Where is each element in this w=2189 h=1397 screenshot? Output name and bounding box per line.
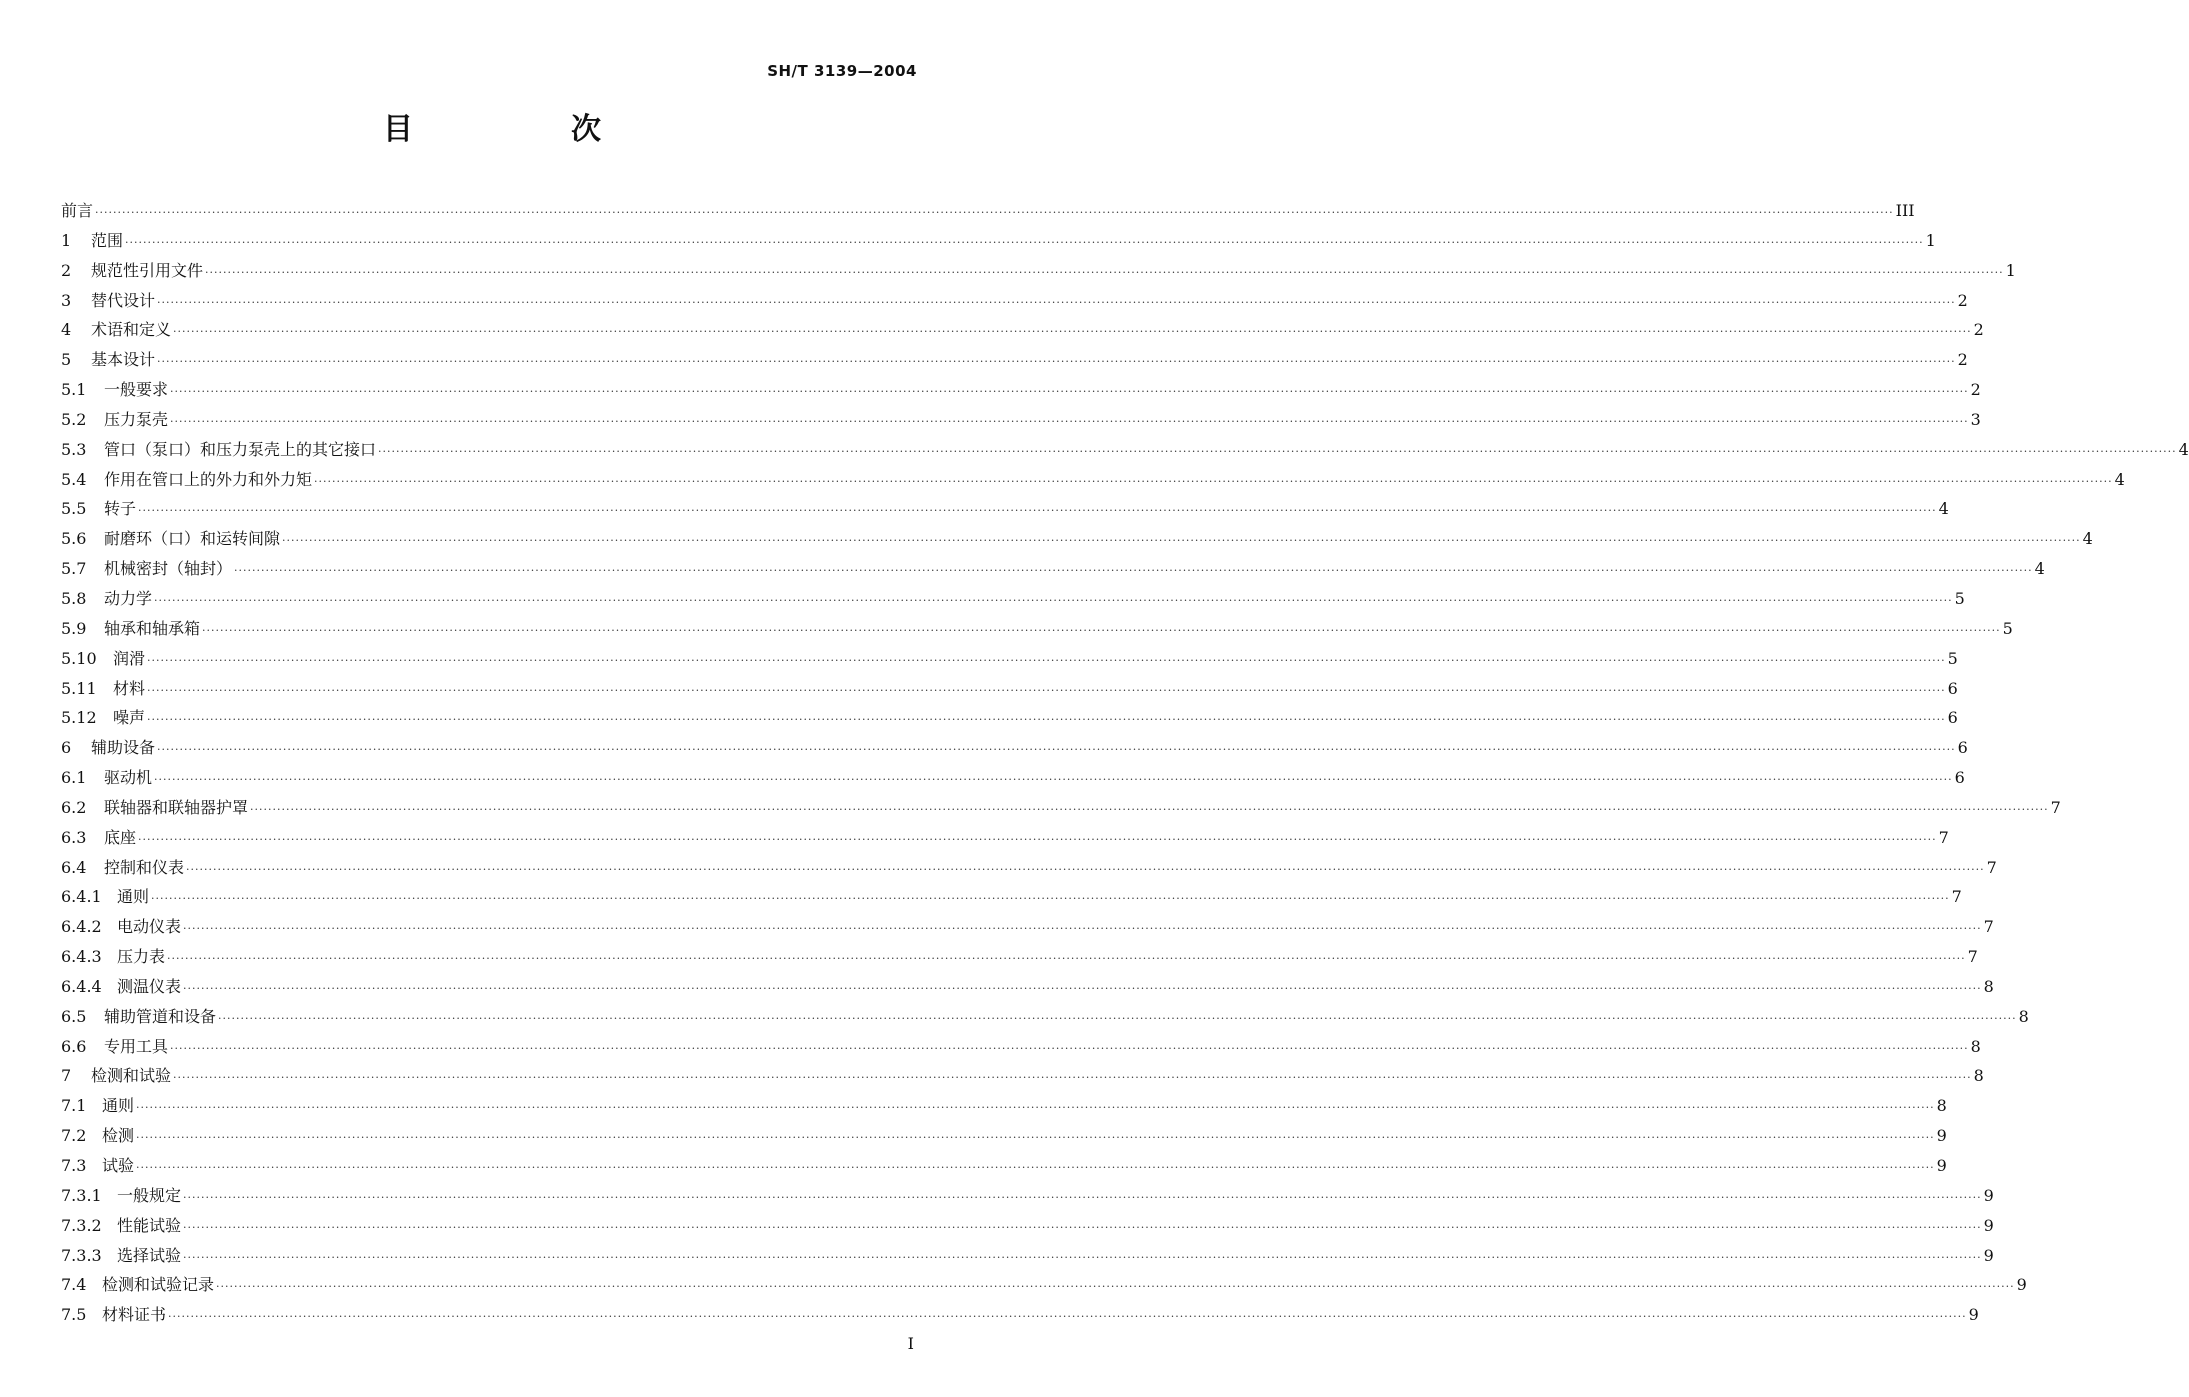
toc-leader-dots: ················································································································································································································································································································································································································ [250,802,2049,816]
toc-entry[interactable] [61,1002,2029,1032]
toc-entry-page: 2 [1973,320,1984,340]
toc-entry[interactable] [61,1061,1984,1091]
toc-entry-title: 控制和仪表 [104,857,185,877]
toc-leader-dots: ················································································································································································································································································································································································································ [218,1011,2017,1025]
toc-entry-number: 6.4.3 [61,947,102,967]
toc-entry-number: 7.2 [61,1126,87,1146]
toc-entry-number: 5.8 [61,588,87,608]
toc-entry[interactable] [61,733,1968,763]
toc-entry[interactable] [61,524,2093,554]
toc-entry-number: 7.3.3 [61,1245,102,1265]
toc-entry-page: 7 [1938,827,1949,847]
toc-entry-title: 辅助管道和设备 [104,1006,217,1026]
toc-entry-title: 联轴器和联轴器护罩 [104,797,249,817]
toc-entry[interactable] [61,1300,1979,1330]
toc-entry[interactable] [61,375,1981,405]
toc-entry-page: 4 [2082,529,2093,549]
toc-entry[interactable] [61,315,1984,345]
toc-entry-number: 2 [61,260,72,280]
toc-entry-number: 5.12 [61,708,97,728]
toc-entry-title: 机械密封（轴封） [104,559,233,579]
toc-entry[interactable] [61,793,2061,823]
toc-entry-title: 材料 [113,678,146,698]
toc-entry-page: 5 [1954,588,1965,608]
toc-entry-page: 6 [1954,768,1965,788]
document-code: SH/T 3139—2004 [767,62,917,80]
toc-entry-page: 5 [1947,648,1958,668]
toc-leader-dots: ················································································································································································································································································································································································································ [138,832,1937,846]
toc-entry-number: 5.5 [61,499,87,519]
toc-entry-page: 4 [2034,559,2045,579]
toc-entry-page: 2 [1957,350,1968,370]
toc-leader-dots: ················································································································································································································································································································································································································ [147,653,1946,667]
toc-entry-title: 材料证书 [102,1305,167,1325]
toc-entry-page: 7 [1986,857,1997,877]
toc-entry-page: 7 [1967,947,1978,967]
toc-leader-dots: ················································································································································································································································································································································································································ [147,713,1946,727]
toc-entry-number: 5.7 [61,559,87,579]
toc-leader-dots: ················································································································································································································································································································································································································ [202,623,2001,637]
toc-entry-page: 7 [2050,797,2061,817]
toc-entry-page: 9 [2016,1275,2027,1295]
toc-leader-dots: ················································································································································································································································································································································································································ [183,1220,1982,1234]
toc-entry-number: 7.1 [61,1096,87,1116]
toc-leader-dots: ················································································································································································································································································································································································································ [216,1280,2015,1294]
toc-entry-title: 作用在管口上的外力和外力矩 [104,469,313,489]
toc-leader-dots: ················································································································································································································································································································································································································ [183,922,1982,936]
toc-entry-title: 辅助设备 [91,738,156,758]
toc-entry-title: 一般规定 [117,1185,182,1205]
toc-entry[interactable] [61,1121,1947,1151]
toc-leader-dots: ················································································································································································································································································································································································································ [183,1190,1982,1204]
toc-entry-number: 7 [61,1066,72,1086]
toc-entry-page: 1 [1925,230,1936,250]
toc-entry-page: 9 [1968,1305,1979,1325]
toc-leader-dots: ················································································································································································································································································································································································································ [136,1161,1935,1174]
toc-entry-number: 5.1 [61,380,87,400]
toc-leader-dots: ················································································································································································································································································································································································································ [136,1101,1935,1115]
toc-entry-page: 4 [2114,469,2125,489]
toc-entry-title: 通则 [102,1096,135,1116]
toc-entry-title: 检测和试验 [91,1066,172,1086]
toc-entry-page: 9 [1983,1185,1994,1205]
toc-entry-title: 底座 [104,827,137,847]
toc-entry-number: 6.4.2 [61,917,102,937]
toc-entry-title: 替代设计 [91,290,156,310]
toc-entry[interactable] [61,465,2125,495]
toc-leader-dots: ················································································································································································································································································································································································································ [95,206,1894,219]
toc-leader-dots: ················································································································································································································································································································································································································ [183,981,1982,995]
toc-entry-title: 耐磨环（口）和运转间隙 [104,529,281,549]
toc-entry[interactable] [61,823,1949,853]
toc-entry[interactable] [61,882,1962,912]
toc-leader-dots: ················································································································································································································································································································································································································ [167,952,1966,966]
toc-entry-number: 6.6 [61,1036,87,1056]
toc-entry[interactable] [61,703,1958,733]
toc-entry-title: 术语和定义 [91,320,172,340]
toc-entry[interactable] [61,1241,1994,1271]
toc-entry[interactable] [61,1211,1994,1241]
toc-entry-page: 6 [1947,708,1958,728]
toc-entry-title: 驱动机 [104,768,153,788]
toc-entry-title: 轴承和轴承箱 [104,618,201,638]
toc-entry-page: 1 [2005,260,2016,280]
toc-entry-number: 5.10 [61,648,97,668]
toc-entry-title: 范围 [91,230,124,250]
toc-title [0,104,950,147]
toc-entry[interactable] [61,345,1968,375]
toc-leader-dots: ················································································································································································································································································································································································································ [173,1071,1972,1085]
toc-entry[interactable] [61,942,1978,972]
toc-entry-number: 6.4 [61,857,87,877]
toc-entry-title: 前言 [61,201,94,220]
toc-entry[interactable] [61,435,2189,465]
toc-entry-number: 7.3.1 [61,1185,102,1205]
toc-entry-page: 8 [1936,1096,1947,1116]
toc-entry-title: 试验 [102,1156,135,1175]
toc-entry-page: 8 [2018,1006,2029,1026]
toc-entry-title: 压力泵壳 [104,409,169,429]
toc-entry-title: 检测 [102,1126,135,1146]
toc-entry[interactable] [61,494,1949,524]
toc-leader-dots: ················································································································································································································································································································································································································ [157,295,1956,309]
toc-title-char-2: 次 [571,112,601,147]
toc-leader-dots: ················································································································································································································································································································································································································ [157,355,1956,369]
toc-entry-page: 8 [1983,976,1994,996]
toc-entry-number: 7.5 [61,1305,87,1325]
toc-leader-dots: ················································································································································································································································································································································································································ [154,593,1953,607]
toc-entry-number: 5.11 [61,678,97,698]
toc-entry-number: 6.3 [61,827,87,847]
toc-entry-number: 5.9 [61,618,87,638]
toc-entry[interactable] [61,644,1958,674]
toc-entry[interactable] [61,853,1997,883]
toc-entry-title: 压力表 [117,947,166,967]
toc-entry-title: 规范性引用文件 [91,260,204,280]
toc-leader-dots: ················································································································································································································································································································································································································ [205,265,2004,279]
toc-entry-page: 7 [1951,887,1962,907]
toc-leader-dots: ················································································································································································································································································································································································································ [170,385,1969,399]
toc-entry-page: III [1895,201,1915,220]
toc-entry-page: 4 [1938,499,1949,519]
toc-entry[interactable] [61,1270,2027,1300]
toc-entry-title: 专用工具 [104,1036,169,1056]
toc-leader-dots: ················································································································································································································································································································································································································ [186,862,1985,876]
toc-leader-dots: ················································································································································································································································································································································································································ [168,1310,1967,1324]
toc-entry[interactable] [61,614,2013,644]
toc-entry-page: 9 [1983,1215,1994,1235]
toc-title-char-1: 目 [383,112,413,147]
toc-entry-number: 6.4.4 [61,976,102,996]
toc-entry-title: 一般要求 [104,380,169,400]
toc-entry-title: 电动仪表 [117,917,182,937]
toc-entry[interactable] [61,1032,1981,1062]
toc-entry-number: 3 [61,290,72,310]
table-of-contents [61,196,2189,1330]
toc-entry-page: 4 [2178,439,2189,459]
toc-entry-number: 6 [61,738,72,758]
toc-entry-title: 测温仪表 [117,976,182,996]
toc-entry-title: 基本设计 [91,350,156,370]
toc-entry-number: 6.2 [61,797,87,817]
toc-entry-page: 9 [1936,1126,1947,1146]
toc-leader-dots: ················································································································································································································································································································································································································ [147,683,1946,697]
footer-page-number: I [907,1334,914,1353]
toc-entry-number: 5.4 [61,469,87,489]
toc-entry-number: 7.4 [61,1275,87,1295]
toc-leader-dots: ················································································································································································································································································································································································································ [378,444,2177,458]
toc-entry[interactable] [61,405,1981,435]
toc-entry-number: 4 [61,320,72,340]
toc-leader-dots: ················································································································································································································································································································································································································ [136,1131,1935,1145]
toc-entry-page: 9 [1936,1156,1947,1175]
toc-leader-dots: ················································································································································································································································································································································································································ [157,743,1956,757]
toc-entry-number: 5.3 [61,439,87,459]
toc-leader-dots: ················································································································································································································································································································································································································ [154,773,1953,787]
toc-entry-page: 2 [1970,380,1981,400]
toc-entry-number: 7.3 [61,1156,87,1175]
toc-entry-page: 6 [1957,738,1968,758]
toc-entry-page: 6 [1947,678,1958,698]
toc-entry-page: 8 [1970,1036,1981,1056]
toc-leader-dots: ················································································································································································································································································································································································································ [173,325,1972,339]
toc-entry-page: 3 [1970,409,1981,429]
toc-leader-dots: ················································································································································································································································································································································································································ [170,414,1969,428]
toc-entry-title: 检测和试验记录 [102,1275,215,1295]
toc-entry-title: 通则 [117,887,150,907]
toc-entry-title: 性能试验 [117,1215,182,1235]
toc-entry[interactable] [61,763,1965,793]
toc-entry[interactable] [61,912,1994,942]
toc-entry[interactable] [61,226,1936,256]
toc-leader-dots: ················································································································································································································································································································································································································ [314,474,2113,488]
toc-entry-page: 5 [2002,618,2013,638]
toc-entry[interactable] [61,972,1994,1002]
toc-entry-page: 9 [1983,1245,1994,1265]
toc-leader-dots: ················································································································································································································································································································································································································ [125,235,1924,249]
toc-entry-title: 选择试验 [117,1245,182,1265]
toc-entry[interactable] [61,554,2045,584]
toc-entry[interactable] [61,286,1968,316]
toc-entry[interactable] [61,584,1965,614]
toc-entry-title: 转子 [104,499,137,519]
toc-entry[interactable] [61,1151,1947,1181]
toc-entry-number: 7.3.2 [61,1215,102,1235]
toc-leader-dots: ················································································································································································································································································································································································································ [138,504,1937,518]
toc-entry-page: 7 [1983,917,1994,937]
toc-leader-dots: ················································································································································································································································································································································································································ [170,1041,1969,1055]
toc-entry-number: 5 [61,350,72,370]
toc-entry-number: 5.6 [61,529,87,549]
toc-entry[interactable] [61,1181,1994,1211]
toc-entry-number: 6.4.1 [61,887,102,907]
toc-entry-title: 噪声 [113,708,146,728]
toc-entry[interactable] [61,256,2016,286]
toc-entry-page: 8 [1973,1066,1984,1086]
toc-entry-page: 2 [1957,290,1968,310]
toc-leader-dots: ················································································································································································································································································································································································································ [282,534,2081,548]
toc-leader-dots: ················································································································································································································································································································································································································ [183,1250,1982,1264]
toc-entry-number: 6.5 [61,1006,87,1026]
toc-entry-number: 5.2 [61,409,87,429]
toc-entry[interactable] [61,1091,1947,1121]
toc-entry-title: 动力学 [104,588,153,608]
toc-entry-title: 管口（泵口）和压力泵壳上的其它接口 [104,439,377,459]
toc-leader-dots: ················································································································································································································································································································································································································ [234,564,2033,578]
toc-entry-number: 6.1 [61,768,87,788]
toc-entry[interactable] [61,674,1958,704]
toc-entry[interactable] [61,196,1915,226]
toc-entry-title: 润滑 [113,648,146,668]
toc-entry-number: 1 [61,230,72,250]
toc-leader-dots: ················································································································································································································································································································································································································ [151,892,1950,906]
